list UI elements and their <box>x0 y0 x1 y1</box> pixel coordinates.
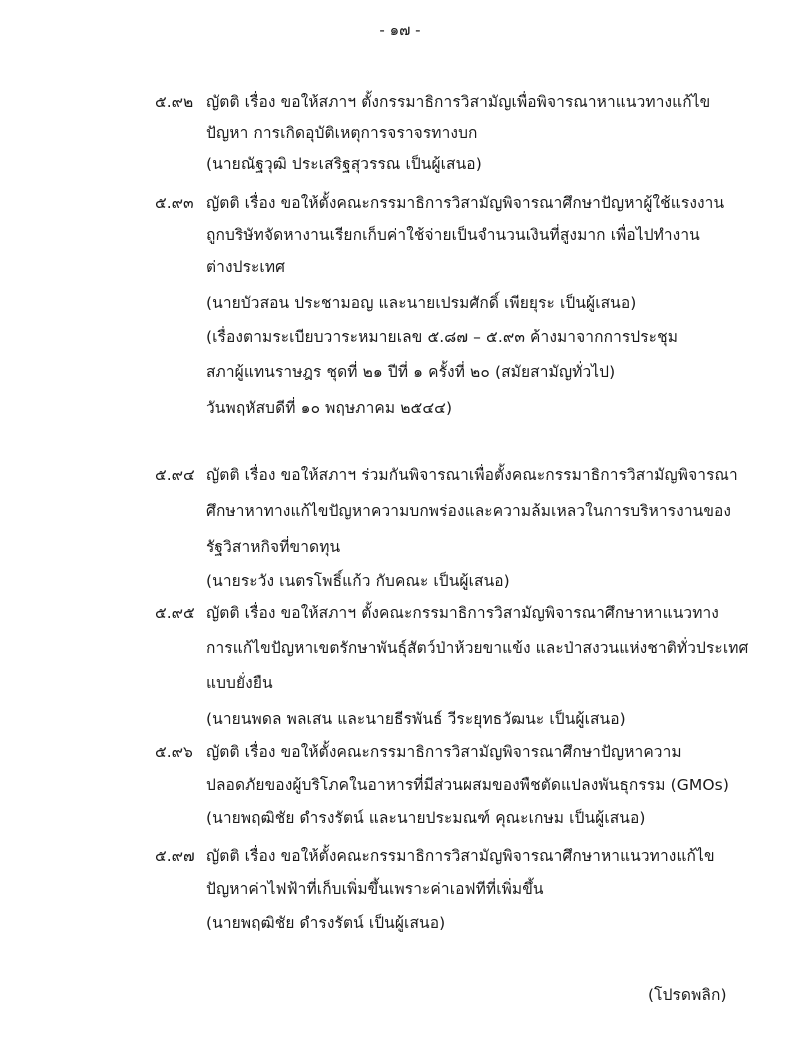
item-line: ปัญหาค่าไฟฟ้าที่เก็บเพิ่มขึ้นเพราะค่าเอฟทีที่เพิ่มขึ้น <box>206 880 544 898</box>
item-line: ต่างประเทศ <box>206 258 286 276</box>
item-line: ญัตติ เรื่อง ขอให้ตั้งคณะกรรมาธิการวิสามัญพิจารณาศึกษาปัญหาผู้ใช้แรงงาน <box>206 194 725 212</box>
please-turn-over-note: (โปรดพลิก) <box>648 986 727 1004</box>
item-number: ๕.๙๗ <box>155 847 195 865</box>
proposer-line: (นายณัฐวุฒิ ประเสริฐสุวรรณ เป็นผู้เสนอ) <box>206 155 482 173</box>
item-line: แบบยั่งยืน <box>206 674 273 692</box>
proposer-line: (นายพฤฒิชัย ดำรงรัตน์ เป็นผู้เสนอ) <box>206 914 446 932</box>
item-line: การแก้ไขปัญหาเขตรักษาพันธุ์สัตว์ป่าห้วยขาแข้ง และป่าสงวนแห่งชาติทั่วประเทศ <box>206 639 749 657</box>
item-line: ศึกษาหาทางแก้ไขปัญหาความบกพร่องและความล้มเหลวในการบริหารงานของ <box>206 502 732 520</box>
note-line: วันพฤหัสบดีที่ ๑๐ พฤษภาคม ๒๕๔๔) <box>206 399 453 417</box>
page-number: - ๑๗ - <box>379 21 421 39</box>
item-line: รัฐวิสาหกิจที่ขาดทุน <box>206 538 341 556</box>
note-line: สภาผู้แทนราษฎร ชุดที่ ๒๑ ปีที่ ๑ ครั้งที่ ๒๐ (สมัยสามัญทั่วไป) <box>206 363 616 381</box>
item-line: ญัตติ เรื่อง ขอให้ตั้งคณะกรรมาธิการวิสามัญพิจารณาศึกษาหาแนวทางแก้ไข <box>206 847 715 865</box>
item-number: ๕.๙๓ <box>155 194 194 212</box>
item-line: ปัญหา การเกิดอุบัติเหตุการจราจรทางบก <box>206 124 478 142</box>
item-number: ๕.๙๔ <box>155 466 195 484</box>
proposer-line: (นายนพดล พลเสน และนายธีรพันธ์ วีระยุทธวัฒนะ เป็นผู้เสนอ) <box>206 710 626 728</box>
item-line: ญัตติ เรื่อง ขอให้สภาฯ ร่วมกันพิจารณาเพื่อตั้งคณะกรรมาธิการวิสามัญพิจารณา <box>206 466 738 484</box>
item-line: ญัตติ เรื่อง ขอให้ตั้งคณะกรรมาธิการวิสามัญพิจารณาศึกษาปัญหาความ <box>206 743 682 761</box>
note-line: (เรื่องตามระเบียบวาระหมายเลข ๕.๘๗ – ๕.๙๓ ค้างมาจากการประชุม <box>206 328 679 346</box>
item-number: ๕.๙๕ <box>155 604 195 622</box>
item-number: ๕.๙๒ <box>155 93 194 111</box>
proposer-line: (นายพฤฒิชัย ดำรงรัตน์ และนายประมณฑ์ คุณะเกษม เป็นผู้เสนอ) <box>206 809 646 827</box>
item-line: ปลอดภัยของผู้บริโภคในอาหารที่มีส่วนผสมของพืชตัดแปลงพันธุกรรม (GMOs) <box>206 776 729 794</box>
proposer-line: (นายบัวสอน ประชามอญ และนายเปรมศักดิ์ เพียยุระ เป็นผู้เสนอ) <box>206 294 637 312</box>
proposer-line: (นายระวัง เนตรโพธิ์แก้ว กับคณะ เป็นผู้เสนอ) <box>206 572 510 590</box>
item-line: ญัตติ เรื่อง ขอให้สภาฯ ตั้งกรรมาธิการวิสามัญเพื่อพิจารณาหาแนวทางแก้ไข <box>206 93 711 111</box>
item-line: ญัตติ เรื่อง ขอให้สภาฯ ตั้งคณะกรรมาธิการวิสามัญพิจารณาศึกษาหาแนวทาง <box>206 604 719 622</box>
item-number: ๕.๙๖ <box>155 743 193 761</box>
item-line: ถูกบริษัทจัดหางานเรียกเก็บค่าใช้จ่ายเป็นจำนวนเงินที่สูงมาก เพื่อไปทำงาน <box>206 226 700 244</box>
